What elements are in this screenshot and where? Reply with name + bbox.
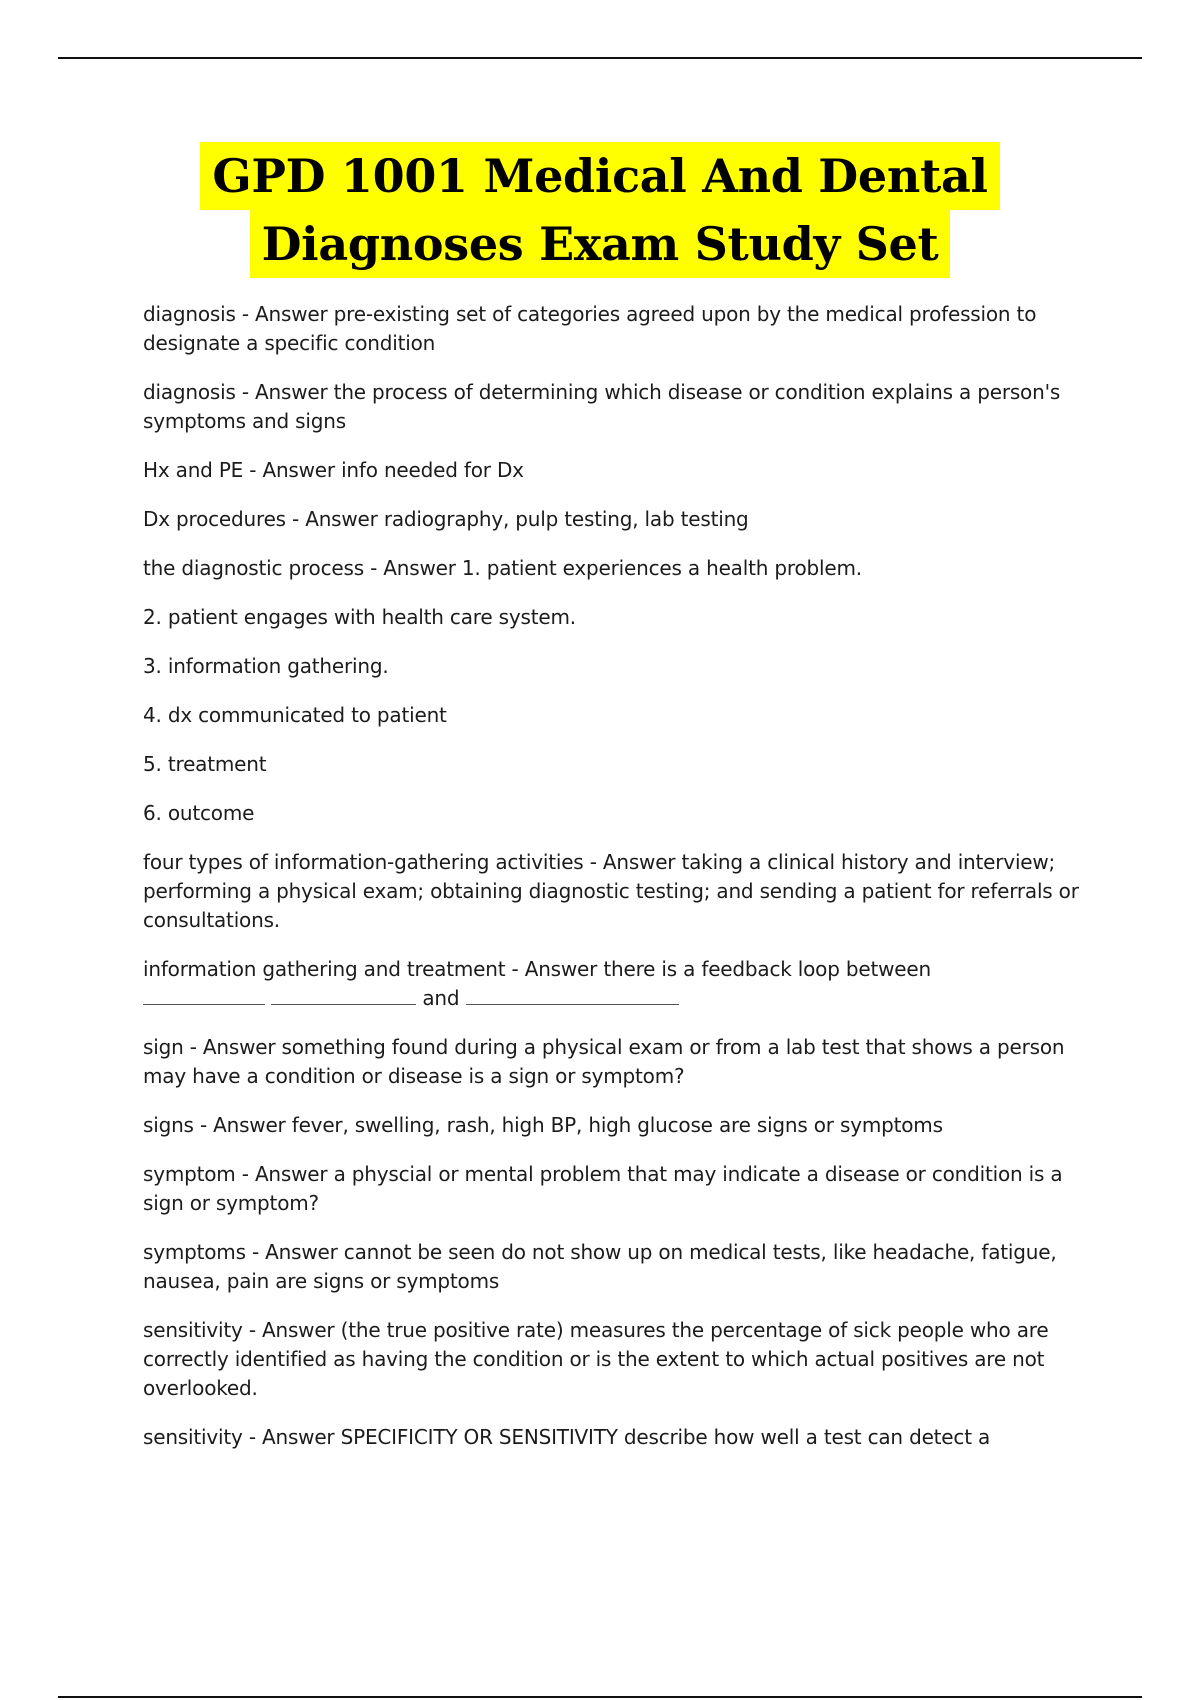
top-rule [58,57,1142,59]
process-step: 5. treatment [143,752,267,776]
entry-term: symptom [143,1162,236,1186]
blank-connector: and [422,986,460,1010]
process-step: 3. information gathering. [143,654,389,678]
entry-answer: radiography, pulp testing, lab testing [383,507,749,531]
entry-separator: - Answer [285,507,384,531]
entry-answer: pre-existing set of categories agreed upon by the medical profession to designate a specific condition [143,302,1037,355]
entry-answer: SPECIFICITY OR SENSITIVITY describe how well a test can detect a [340,1425,991,1449]
entry-separator: - Answer [505,957,604,981]
entry-answer: a physcial or mental problem that may indicate a disease or condition is a sign or symptom? [143,1162,1063,1215]
process-step: 6. outcome [143,801,255,825]
entry-answer: there is a feedback loop between [603,957,931,981]
entry-term: the diagnostic process [143,556,364,580]
entry-term: symptoms [143,1240,246,1264]
process-step: 2. patient engages with health care system. [143,605,576,629]
flashcard-entry [143,955,1103,1013]
entry-separator: - Answer [583,850,682,874]
flashcard-list [143,300,1103,1472]
entry-separator: - Answer [235,1162,334,1186]
entry-separator: - Answer [245,1240,344,1264]
flashcard-entry [143,378,1103,436]
entry-answer: (the true positive rate) measures the percentage of sick people who are correctly identified as having the condition or is the extent to which actual positives are not overlooked. [143,1318,1049,1400]
flashcard-entry [143,1033,1103,1091]
flashcard-entry [143,505,1103,534]
flashcard-entry [143,1423,1103,1452]
entry-separator: - Answer [193,1113,292,1137]
entry-answer: cannot be seen do not show up on medical tests, like headache, fatigue, nausea, pain are signs or symptoms [143,1240,1057,1293]
entry-answer: fever, swelling, rash, high BP, high glucose are signs or symptoms [291,1113,943,1137]
entry-term: Hx and PE [143,458,244,482]
entry-term: Dx procedures [143,507,286,531]
fill-in-blank [466,986,679,1005]
entry-separator: - Answer [243,458,342,482]
entry-term: four types of information-gathering activities [143,850,584,874]
flashcard-entry [143,1238,1103,1296]
entry-separator: - Answer [363,556,462,580]
entry-separator: - Answer [242,1318,341,1342]
entry-answer: taking a clinical history and interview; performing a physical exam; obtaining diagnostic testing; and sending a patient for referrals or consultations. [143,850,1079,932]
entry-separator: - Answer [235,302,334,326]
flashcard-entry [143,1111,1103,1140]
entry-term: sign [143,1035,184,1059]
entry-term: information gathering and treatment [143,957,506,981]
entry-term: diagnosis [143,302,236,326]
entry-answer: something found during a physical exam or from a lab test that shows a person may have a condition or disease is a sign or symptom? [143,1035,1065,1088]
entry-answer: the process of determining which disease or condition explains a person's symptoms and signs [143,380,1061,433]
entry-term: sensitivity [143,1425,243,1449]
flashcard-entry [143,456,1103,485]
entry-answer: info needed for Dx [341,458,524,482]
fill-in-blank [271,986,416,1005]
fill-in-blank [143,986,265,1005]
flashcard-entry [143,1316,1103,1403]
flashcard-entry [143,1160,1103,1218]
title-line-1: GPD 1001 Medical And Dental [200,142,999,210]
bottom-rule [58,1696,1142,1698]
document-title [0,142,1200,278]
flashcard-entry [143,848,1103,935]
flashcard-entry [143,300,1103,358]
flashcard-entry [143,554,1103,583]
entry-term: signs [143,1113,194,1137]
entry-separator: - Answer [235,380,334,404]
entry-term: diagnosis [143,380,236,404]
entry-separator: - Answer [242,1425,341,1449]
process-step: 4. dx communicated to patient [143,703,447,727]
entry-separator: - Answer [183,1035,282,1059]
entry-answer: 1. patient experiences a health problem. [461,556,862,580]
entry-term: sensitivity [143,1318,243,1342]
title-line-2: Diagnoses Exam Study Set [250,210,951,278]
